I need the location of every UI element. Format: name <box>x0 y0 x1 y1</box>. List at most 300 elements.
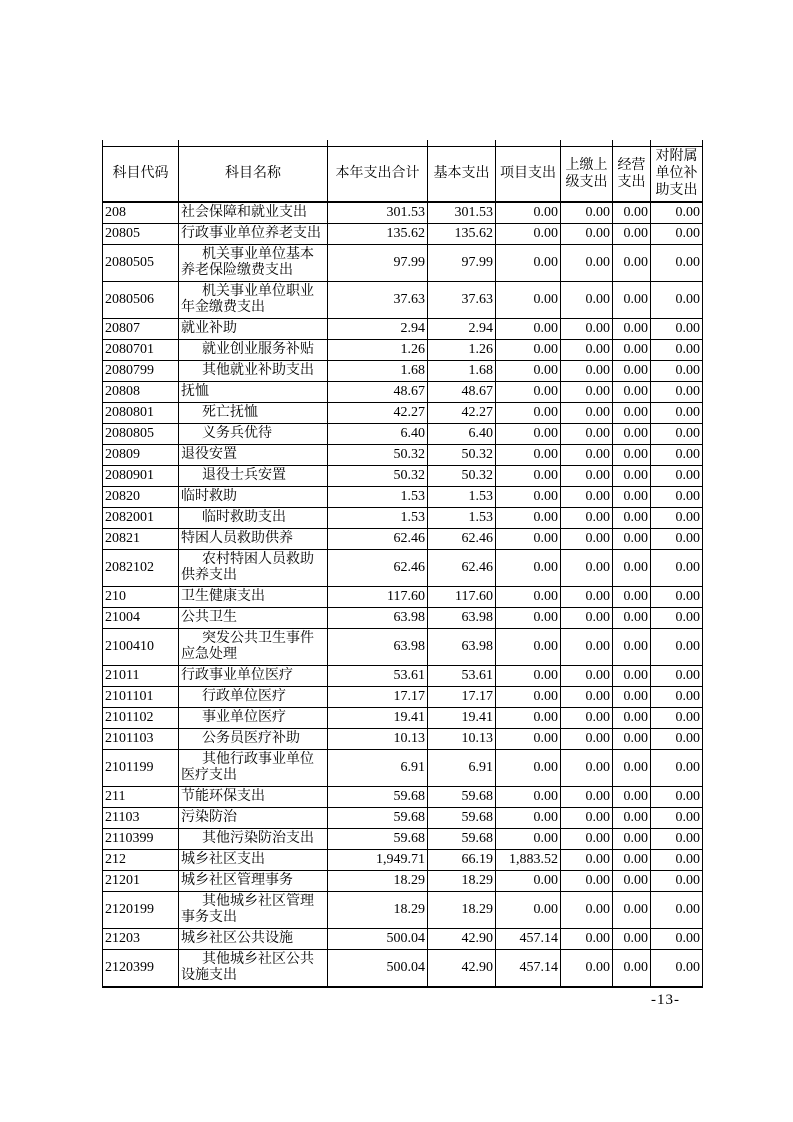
cell-total: 59.68 <box>328 828 428 849</box>
cell-total: 135.62 <box>328 223 428 244</box>
cell-operating: 0.00 <box>613 786 651 807</box>
cell-subject-code: 2080805 <box>103 423 179 444</box>
cell-subject-code: 20809 <box>103 444 179 465</box>
cell-operating: 0.00 <box>613 549 651 586</box>
column-tick-mark <box>327 140 328 146</box>
cell-operating: 0.00 <box>613 686 651 707</box>
cell-total: 17.17 <box>328 686 428 707</box>
cell-total: 1.53 <box>328 507 428 528</box>
table-row <box>103 381 703 402</box>
cell-project: 457.14 <box>496 949 561 987</box>
table-row <box>103 444 703 465</box>
cell-paid-to-superior: 0.00 <box>561 586 613 607</box>
cell-operating: 0.00 <box>613 486 651 507</box>
table-row <box>103 549 703 586</box>
cell-affiliated-subsidy: 0.00 <box>651 339 703 360</box>
cell-operating: 0.00 <box>613 628 651 665</box>
cell-paid-to-superior: 0.00 <box>561 607 613 628</box>
cell-total: 1.53 <box>328 486 428 507</box>
cell-subject-name: 城乡社区管理事务 <box>179 870 328 891</box>
cell-total: 6.40 <box>328 423 428 444</box>
cell-project: 0.00 <box>496 202 561 224</box>
table-row <box>103 949 703 987</box>
cell-total: 18.29 <box>328 870 428 891</box>
cell-basic: 62.46 <box>428 528 496 549</box>
cell-operating: 0.00 <box>613 281 651 318</box>
cell-affiliated-subsidy: 0.00 <box>651 849 703 870</box>
cell-basic: 62.46 <box>428 549 496 586</box>
cell-total: 50.32 <box>328 465 428 486</box>
cell-basic: 53.61 <box>428 665 496 686</box>
column-tick-mark <box>560 140 561 146</box>
cell-subject-name: 公共卫生 <box>179 607 328 628</box>
cell-affiliated-subsidy: 0.00 <box>651 891 703 928</box>
cell-subject-name: 其他行政事业单位医疗支出 <box>179 749 328 786</box>
cell-affiliated-subsidy: 0.00 <box>651 707 703 728</box>
table-body <box>103 202 703 987</box>
cell-paid-to-superior: 0.00 <box>561 549 613 586</box>
table-row <box>103 849 703 870</box>
cell-subject-code: 2110399 <box>103 828 179 849</box>
cell-operating: 0.00 <box>613 381 651 402</box>
cell-subject-code: 2101102 <box>103 707 179 728</box>
cell-operating: 0.00 <box>613 949 651 987</box>
cell-subject-name: 行政单位医疗 <box>179 686 328 707</box>
cell-subject-name: 农村特困人员救助供养支出 <box>179 549 328 586</box>
cell-subject-name: 其他污染防治支出 <box>179 828 328 849</box>
cell-basic: 59.68 <box>428 786 496 807</box>
cell-paid-to-superior: 0.00 <box>561 318 613 339</box>
cell-basic: 50.32 <box>428 465 496 486</box>
cell-affiliated-subsidy: 0.00 <box>651 586 703 607</box>
cell-project: 0.00 <box>496 607 561 628</box>
cell-subject-name: 行政事业单位医疗 <box>179 665 328 686</box>
col-header-project-expenditure: 项目支出 <box>496 147 561 202</box>
cell-subject-name: 公务员医疗补助 <box>179 728 328 749</box>
table-row <box>103 423 703 444</box>
cell-total: 1.26 <box>328 339 428 360</box>
cell-project: 0.00 <box>496 402 561 423</box>
col-header-paid-to-superior: 上缴上级支出 <box>561 147 613 202</box>
cell-subject-code: 2082001 <box>103 507 179 528</box>
cell-subject-name: 城乡社区公共设施 <box>179 928 328 949</box>
cell-paid-to-superior: 0.00 <box>561 928 613 949</box>
cell-operating: 0.00 <box>613 707 651 728</box>
cell-subject-code: 2082102 <box>103 549 179 586</box>
cell-subject-name: 其他城乡社区公共设施支出 <box>179 949 328 987</box>
cell-total: 48.67 <box>328 381 428 402</box>
cell-operating: 0.00 <box>613 360 651 381</box>
cell-affiliated-subsidy: 0.00 <box>651 465 703 486</box>
cell-operating: 0.00 <box>613 528 651 549</box>
table-header <box>103 147 703 202</box>
cell-basic: 50.32 <box>428 444 496 465</box>
cell-affiliated-subsidy: 0.00 <box>651 928 703 949</box>
cell-operating: 0.00 <box>613 607 651 628</box>
column-tick-mark <box>178 140 179 146</box>
cell-operating: 0.00 <box>613 665 651 686</box>
cell-operating: 0.00 <box>613 928 651 949</box>
cell-paid-to-superior: 0.00 <box>561 849 613 870</box>
cell-project: 0.00 <box>496 465 561 486</box>
cell-paid-to-superior: 0.00 <box>561 870 613 891</box>
cell-basic: 1.26 <box>428 339 496 360</box>
cell-subject-code: 20808 <box>103 381 179 402</box>
cell-operating: 0.00 <box>613 507 651 528</box>
cell-paid-to-superior: 0.00 <box>561 202 613 224</box>
cell-subject-name: 机关事业单位职业年金缴费支出 <box>179 281 328 318</box>
cell-paid-to-superior: 0.00 <box>561 360 613 381</box>
cell-subject-code: 2080505 <box>103 244 179 281</box>
cell-total: 63.98 <box>328 607 428 628</box>
cell-operating: 0.00 <box>613 244 651 281</box>
cell-affiliated-subsidy: 0.00 <box>651 528 703 549</box>
cell-project: 0.00 <box>496 707 561 728</box>
cell-operating: 0.00 <box>613 586 651 607</box>
cell-paid-to-superior: 0.00 <box>561 707 613 728</box>
column-tick-mark <box>427 140 428 146</box>
cell-affiliated-subsidy: 0.00 <box>651 870 703 891</box>
cell-operating: 0.00 <box>613 870 651 891</box>
cell-subject-code: 2120399 <box>103 949 179 987</box>
col-header-basic-expenditure: 基本支出 <box>428 147 496 202</box>
cell-total: 6.91 <box>328 749 428 786</box>
cell-subject-code: 2080506 <box>103 281 179 318</box>
cell-project: 0.00 <box>496 870 561 891</box>
cell-total: 62.46 <box>328 549 428 586</box>
cell-basic: 10.13 <box>428 728 496 749</box>
cell-affiliated-subsidy: 0.00 <box>651 728 703 749</box>
cell-affiliated-subsidy: 0.00 <box>651 607 703 628</box>
cell-affiliated-subsidy: 0.00 <box>651 949 703 987</box>
cell-subject-name: 卫生健康支出 <box>179 586 328 607</box>
table-row <box>103 360 703 381</box>
cell-total: 37.63 <box>328 281 428 318</box>
cell-project: 0.00 <box>496 360 561 381</box>
cell-subject-name: 事业单位医疗 <box>179 707 328 728</box>
cell-subject-name: 城乡社区支出 <box>179 849 328 870</box>
cell-subject-name: 特困人员救助供养 <box>179 528 328 549</box>
table-row <box>103 202 703 224</box>
cell-total: 500.04 <box>328 949 428 987</box>
cell-basic: 1.53 <box>428 507 496 528</box>
cell-subject-code: 21004 <box>103 607 179 628</box>
table-row <box>103 786 703 807</box>
cell-paid-to-superior: 0.00 <box>561 628 613 665</box>
cell-total: 63.98 <box>328 628 428 665</box>
table-row <box>103 828 703 849</box>
cell-basic: 117.60 <box>428 586 496 607</box>
cell-subject-name: 社会保障和就业支出 <box>179 202 328 224</box>
cell-operating: 0.00 <box>613 318 651 339</box>
cell-paid-to-superior: 0.00 <box>561 828 613 849</box>
cell-paid-to-superior: 0.00 <box>561 686 613 707</box>
col-header-subject-name: 科目名称 <box>179 147 328 202</box>
cell-basic: 18.29 <box>428 891 496 928</box>
cell-project: 0.00 <box>496 728 561 749</box>
cell-subject-code: 2101199 <box>103 749 179 786</box>
cell-basic: 37.63 <box>428 281 496 318</box>
cell-project: 0.00 <box>496 223 561 244</box>
cell-subject-name: 污染防治 <box>179 807 328 828</box>
table-header-row <box>103 147 703 202</box>
cell-operating: 0.00 <box>613 728 651 749</box>
cell-subject-code: 2080799 <box>103 360 179 381</box>
cell-affiliated-subsidy: 0.00 <box>651 444 703 465</box>
cell-operating: 0.00 <box>613 402 651 423</box>
table-row <box>103 870 703 891</box>
cell-operating: 0.00 <box>613 339 651 360</box>
cell-subject-code: 208 <box>103 202 179 224</box>
cell-total: 97.99 <box>328 244 428 281</box>
cell-subject-name: 临时救助 <box>179 486 328 507</box>
table-row <box>103 728 703 749</box>
cell-project: 0.00 <box>496 807 561 828</box>
cell-subject-code: 212 <box>103 849 179 870</box>
cell-basic: 66.19 <box>428 849 496 870</box>
cell-subject-code: 21011 <box>103 665 179 686</box>
cell-basic: 63.98 <box>428 607 496 628</box>
col-header-affiliated-subsidy: 对附属单位补助支出 <box>651 147 703 202</box>
cell-operating: 0.00 <box>613 202 651 224</box>
cell-total: 301.53 <box>328 202 428 224</box>
cell-basic: 1.68 <box>428 360 496 381</box>
cell-basic: 19.41 <box>428 707 496 728</box>
cell-paid-to-superior: 0.00 <box>561 486 613 507</box>
cell-subject-code: 2080701 <box>103 339 179 360</box>
cell-project: 0.00 <box>496 444 561 465</box>
column-tick-mark <box>495 140 496 146</box>
table-row <box>103 807 703 828</box>
cell-total: 18.29 <box>328 891 428 928</box>
cell-basic: 42.27 <box>428 402 496 423</box>
cell-affiliated-subsidy: 0.00 <box>651 828 703 849</box>
cell-project: 457.14 <box>496 928 561 949</box>
cell-operating: 0.00 <box>613 807 651 828</box>
table-row <box>103 281 703 318</box>
cell-basic: 6.91 <box>428 749 496 786</box>
cell-subject-name: 退役士兵安置 <box>179 465 328 486</box>
cell-project: 0.00 <box>496 686 561 707</box>
col-header-operating: 经营支出 <box>613 147 651 202</box>
table-row <box>103 507 703 528</box>
cell-basic: 301.53 <box>428 202 496 224</box>
cell-basic: 48.67 <box>428 381 496 402</box>
cell-project: 0.00 <box>496 423 561 444</box>
cell-operating: 0.00 <box>613 828 651 849</box>
cell-total: 10.13 <box>328 728 428 749</box>
cell-affiliated-subsidy: 0.00 <box>651 686 703 707</box>
cell-operating: 0.00 <box>613 849 651 870</box>
table-row <box>103 528 703 549</box>
cell-basic: 63.98 <box>428 628 496 665</box>
cell-total: 500.04 <box>328 928 428 949</box>
table-row <box>103 686 703 707</box>
cell-paid-to-superior: 0.00 <box>561 465 613 486</box>
cell-basic: 42.90 <box>428 928 496 949</box>
cell-basic: 59.68 <box>428 828 496 849</box>
cell-subject-code: 21201 <box>103 870 179 891</box>
cell-subject-code: 20820 <box>103 486 179 507</box>
cell-affiliated-subsidy: 0.00 <box>651 423 703 444</box>
cell-affiliated-subsidy: 0.00 <box>651 486 703 507</box>
cell-operating: 0.00 <box>613 444 651 465</box>
cell-basic: 42.90 <box>428 949 496 987</box>
cell-paid-to-superior: 0.00 <box>561 402 613 423</box>
cell-subject-code: 211 <box>103 786 179 807</box>
cell-affiliated-subsidy: 0.00 <box>651 549 703 586</box>
cell-project: 1,883.52 <box>496 849 561 870</box>
column-tick-mark <box>612 140 613 146</box>
cell-subject-name: 死亡抚恤 <box>179 402 328 423</box>
cell-subject-name: 其他就业补助支出 <box>179 360 328 381</box>
cell-total: 50.32 <box>328 444 428 465</box>
cell-paid-to-superior: 0.00 <box>561 728 613 749</box>
cell-project: 0.00 <box>496 507 561 528</box>
cell-project: 0.00 <box>496 339 561 360</box>
cell-operating: 0.00 <box>613 891 651 928</box>
cell-basic: 1.53 <box>428 486 496 507</box>
cell-project: 0.00 <box>496 528 561 549</box>
table-row <box>103 665 703 686</box>
cell-total: 53.61 <box>328 665 428 686</box>
cell-subject-name: 就业创业服务补贴 <box>179 339 328 360</box>
cell-paid-to-superior: 0.00 <box>561 244 613 281</box>
cell-subject-code: 20805 <box>103 223 179 244</box>
cell-total: 62.46 <box>328 528 428 549</box>
cell-project: 0.00 <box>496 549 561 586</box>
cell-affiliated-subsidy: 0.00 <box>651 665 703 686</box>
cell-project: 0.00 <box>496 786 561 807</box>
cell-paid-to-superior: 0.00 <box>561 423 613 444</box>
table-row <box>103 607 703 628</box>
cell-subject-name: 退役安置 <box>179 444 328 465</box>
cell-project: 0.00 <box>496 244 561 281</box>
column-tick-mark <box>650 140 651 146</box>
col-header-total-expenditure: 本年支出合计 <box>328 147 428 202</box>
table-row <box>103 244 703 281</box>
cell-subject-name: 临时救助支出 <box>179 507 328 528</box>
cell-paid-to-superior: 0.00 <box>561 949 613 987</box>
cell-subject-code: 2120199 <box>103 891 179 928</box>
cell-paid-to-superior: 0.00 <box>561 381 613 402</box>
cell-total: 19.41 <box>328 707 428 728</box>
table-row <box>103 586 703 607</box>
cell-paid-to-superior: 0.00 <box>561 444 613 465</box>
cell-affiliated-subsidy: 0.00 <box>651 381 703 402</box>
cell-affiliated-subsidy: 0.00 <box>651 223 703 244</box>
cell-subject-code: 21103 <box>103 807 179 828</box>
column-tick-mark <box>702 140 703 146</box>
cell-project: 0.00 <box>496 665 561 686</box>
cell-basic: 59.68 <box>428 807 496 828</box>
table-row <box>103 628 703 665</box>
cell-project: 0.00 <box>496 628 561 665</box>
cell-operating: 0.00 <box>613 423 651 444</box>
cell-affiliated-subsidy: 0.00 <box>651 318 703 339</box>
cell-total: 59.68 <box>328 786 428 807</box>
cell-subject-code: 2101101 <box>103 686 179 707</box>
cell-subject-name: 抚恤 <box>179 381 328 402</box>
table-row <box>103 707 703 728</box>
cell-subject-code: 20807 <box>103 318 179 339</box>
cell-total: 1.68 <box>328 360 428 381</box>
cell-basic: 135.62 <box>428 223 496 244</box>
table-row <box>103 749 703 786</box>
cell-subject-name: 行政事业单位养老支出 <box>179 223 328 244</box>
table-row <box>103 891 703 928</box>
cell-subject-name: 突发公共卫生事件应急处理 <box>179 628 328 665</box>
cell-operating: 0.00 <box>613 749 651 786</box>
cell-total: 1,949.71 <box>328 849 428 870</box>
expenditure-table <box>102 146 703 988</box>
table-row <box>103 223 703 244</box>
cell-subject-name: 就业补助 <box>179 318 328 339</box>
cell-subject-code: 20821 <box>103 528 179 549</box>
cell-paid-to-superior: 0.00 <box>561 281 613 318</box>
cell-paid-to-superior: 0.00 <box>561 891 613 928</box>
cell-project: 0.00 <box>496 891 561 928</box>
cell-project: 0.00 <box>496 586 561 607</box>
cell-affiliated-subsidy: 0.00 <box>651 202 703 224</box>
cell-basic: 6.40 <box>428 423 496 444</box>
cell-project: 0.00 <box>496 381 561 402</box>
cell-subject-name: 机关事业单位基本养老保险缴费支出 <box>179 244 328 281</box>
table-row <box>103 465 703 486</box>
cell-total: 59.68 <box>328 807 428 828</box>
cell-affiliated-subsidy: 0.00 <box>651 507 703 528</box>
cell-basic: 2.94 <box>428 318 496 339</box>
cell-project: 0.00 <box>496 749 561 786</box>
cell-project: 0.00 <box>496 828 561 849</box>
table-row <box>103 402 703 423</box>
page-number: -13- <box>651 992 680 1008</box>
cell-paid-to-superior: 0.00 <box>561 528 613 549</box>
cell-affiliated-subsidy: 0.00 <box>651 281 703 318</box>
cell-subject-code: 21203 <box>103 928 179 949</box>
cell-subject-code: 210 <box>103 586 179 607</box>
cell-affiliated-subsidy: 0.00 <box>651 360 703 381</box>
cell-subject-code: 2100410 <box>103 628 179 665</box>
cell-total: 42.27 <box>328 402 428 423</box>
table-row <box>103 928 703 949</box>
cell-affiliated-subsidy: 0.00 <box>651 786 703 807</box>
cell-paid-to-superior: 0.00 <box>561 665 613 686</box>
cell-paid-to-superior: 0.00 <box>561 749 613 786</box>
cell-affiliated-subsidy: 0.00 <box>651 628 703 665</box>
cell-paid-to-superior: 0.00 <box>561 507 613 528</box>
table-row <box>103 318 703 339</box>
cell-subject-code: 2080901 <box>103 465 179 486</box>
cell-paid-to-superior: 0.00 <box>561 786 613 807</box>
cell-subject-name: 其他城乡社区管理事务支出 <box>179 891 328 928</box>
col-header-subject-code: 科目代码 <box>103 147 179 202</box>
cell-operating: 0.00 <box>613 465 651 486</box>
cell-paid-to-superior: 0.00 <box>561 223 613 244</box>
cell-subject-code: 2101103 <box>103 728 179 749</box>
cell-subject-code: 2080801 <box>103 402 179 423</box>
cell-project: 0.00 <box>496 281 561 318</box>
cell-total: 117.60 <box>328 586 428 607</box>
cell-basic: 97.99 <box>428 244 496 281</box>
cell-subject-name: 义务兵优待 <box>179 423 328 444</box>
cell-affiliated-subsidy: 0.00 <box>651 749 703 786</box>
cell-paid-to-superior: 0.00 <box>561 807 613 828</box>
cell-affiliated-subsidy: 0.00 <box>651 244 703 281</box>
cell-subject-name: 节能环保支出 <box>179 786 328 807</box>
cell-basic: 18.29 <box>428 870 496 891</box>
table-row <box>103 486 703 507</box>
